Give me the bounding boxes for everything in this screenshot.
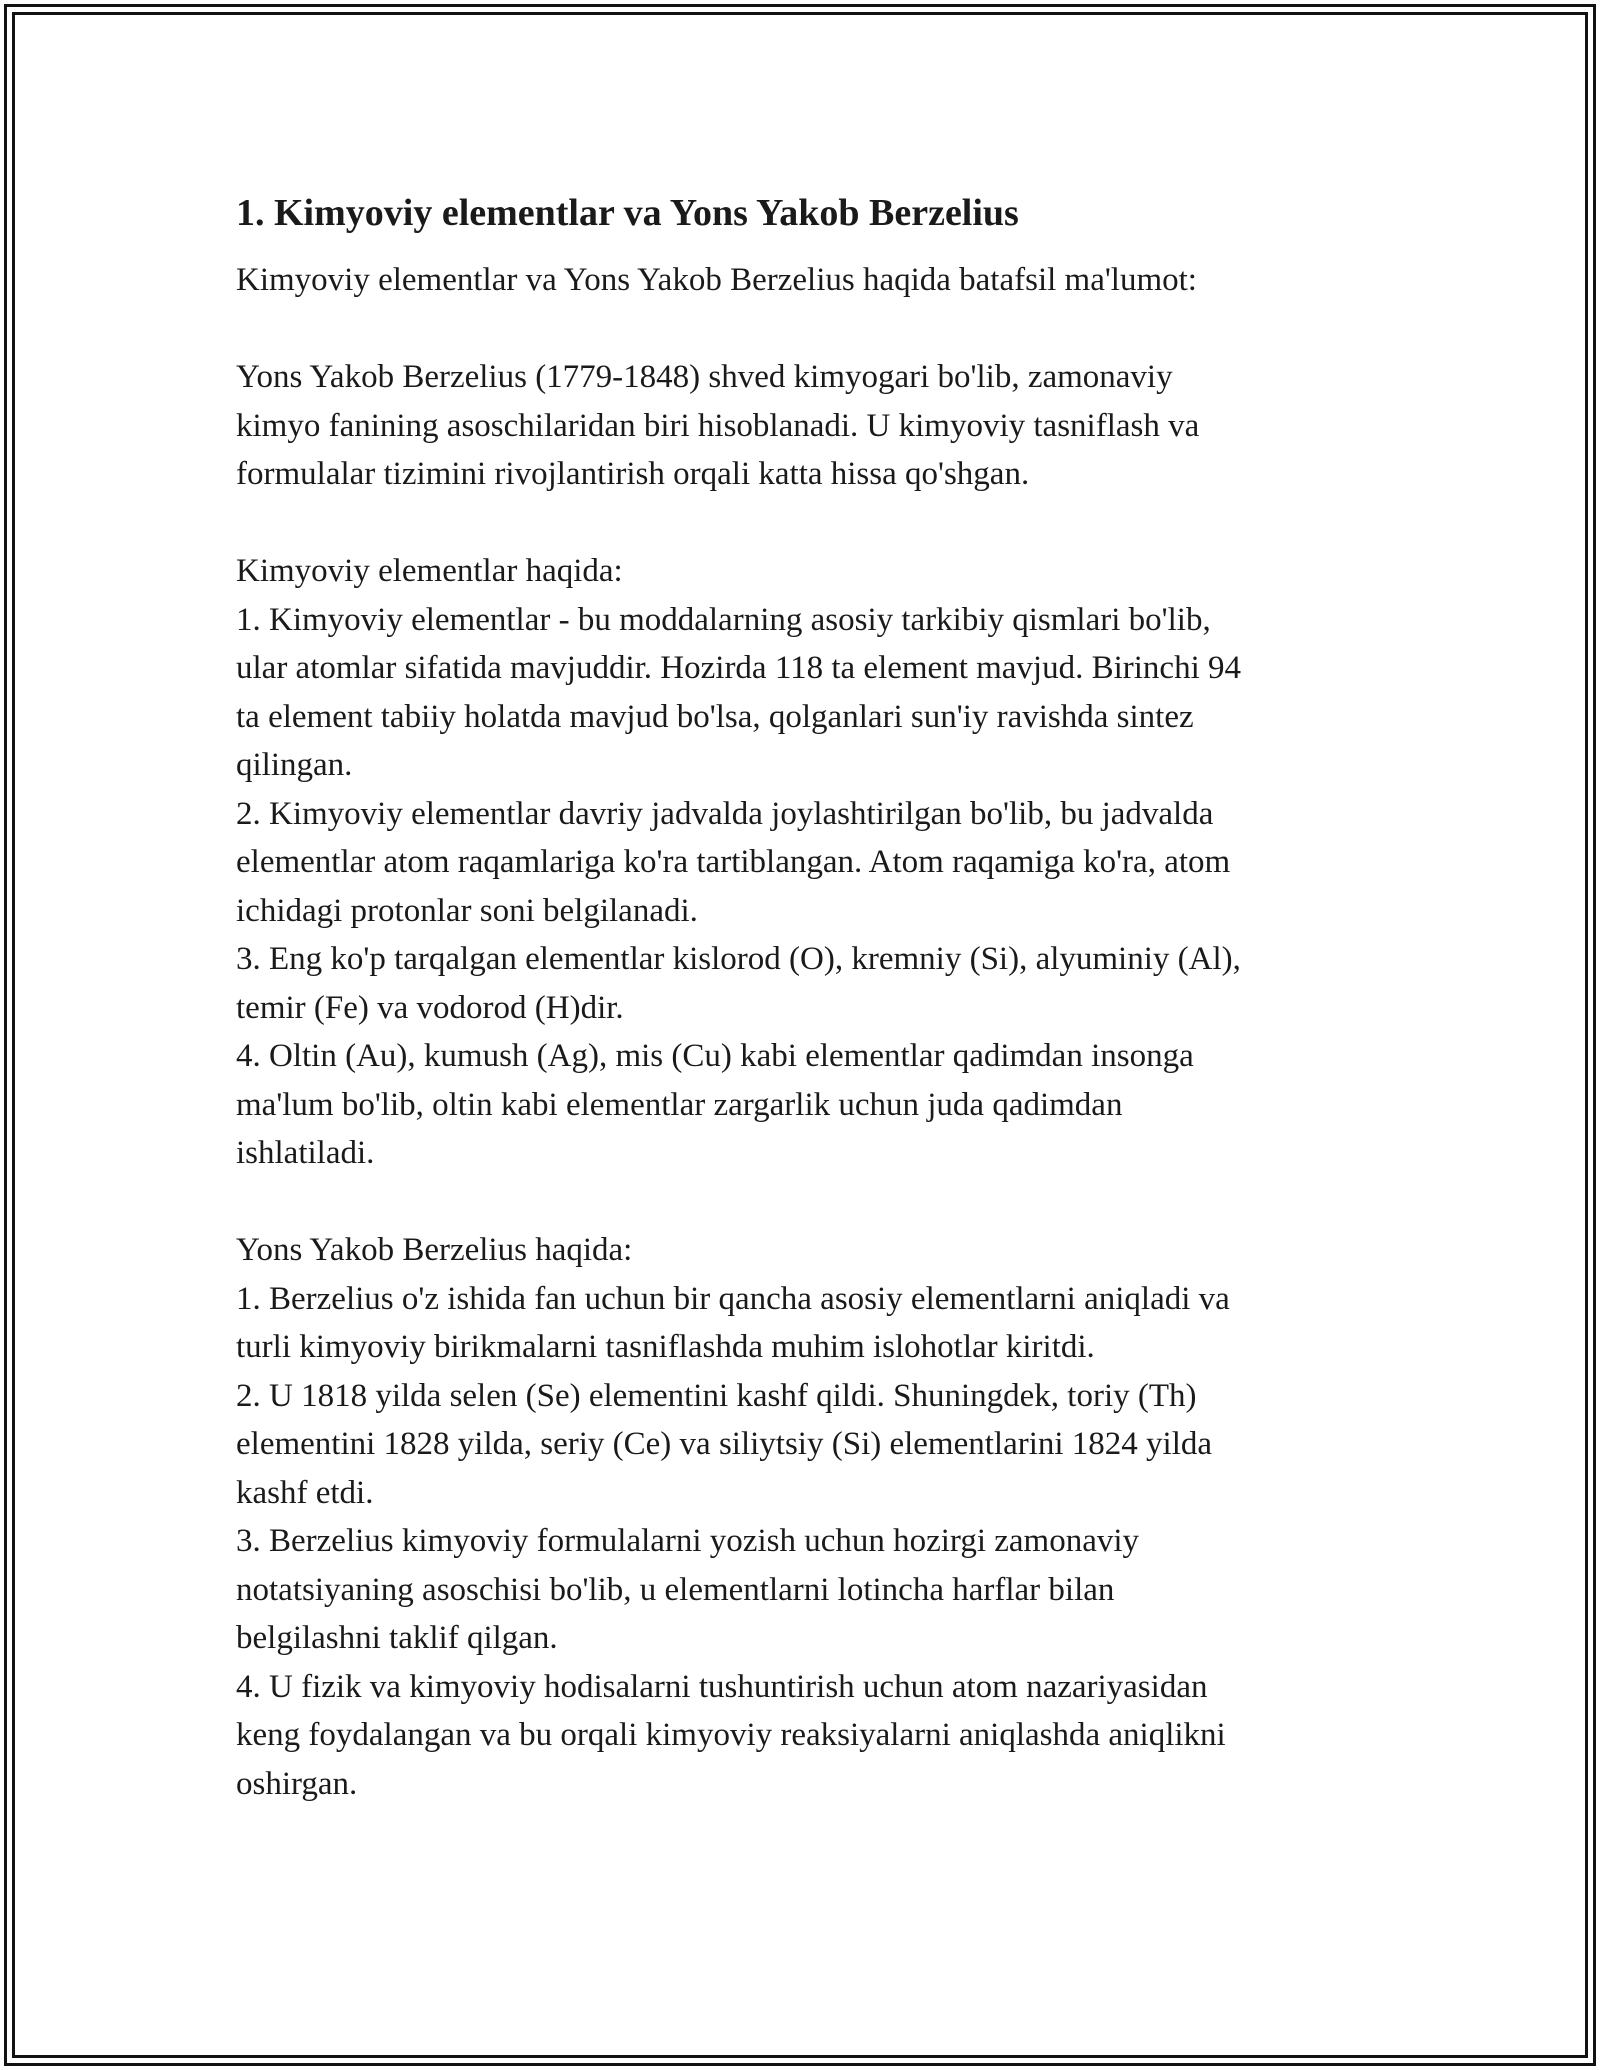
berzelius-line: elementini 1828 yilda, seriy (Ce) va siliytsiy (Si) elementlarini 1824 yilda [236,1426,1213,1462]
elements-line: 4. Oltin (Au), kumush (Ag), mis (Cu) kabi elementlar qadimdan insonga [236,1038,1194,1074]
elements-line: ishlatiladi. [236,1135,375,1171]
paragraph-gap [236,499,1376,548]
berzelius-line: 2. U 1818 yilda selen (Se) elementini kashf qildi. Shuningdek, toriy (Th) [236,1377,1197,1414]
berzelius-line: turli kimyoviy birikmalarni tasniflashda muhim islohotlar kiritdi. [236,1329,1095,1365]
bio-line: kimyo fanining asoschilaridan biri hisoblanadi. U kimyoviy tasniflash va [236,407,1200,444]
berzelius-heading: Yons Yakob Berzelius haqida: [236,1232,633,1268]
elements-line: elementlar atom raqamlariga ko'ra tartiblangan. Atom raqamiga ko'ra, atom [236,844,1231,880]
document-body [236,256,1376,1808]
bio-line: formulalar tizimini rivojlantirish orqali katta hissa qo'shgan. [236,456,1030,492]
elements-line: temir (Fe) va vodorod (H)dir. [236,989,624,1026]
intro-line: Kimyoviy elementlar va Yons Yakob Berzelius haqida batafsil ma'lumot: [236,262,1197,298]
elements-line: 2. Kimyoviy elementlar davriy jadvalda joylashtirilgan bo'lib, bu jadvalda [236,795,1214,832]
elements-line: 3. Eng ko'p tarqalgan elementlar kislorod (O), kremniy (Si), alyuminiy (Al), [236,941,1241,977]
berzelius-line: 4. U fizik va kimyoviy hodisalarni tushuntirish uchun atom nazariyasidan [236,1668,1208,1705]
berzelius-line: notatsiyaning asoschisi bo'lib, u elementlarni lotincha harflar bilan [236,1571,1115,1608]
elements-line: ma'lum bo'lib, oltin kabi elementlar zargarlik uchun juda qadimdan [236,1086,1123,1123]
berzelius-line: keng foydalangan va bu orqali kimyoviy reaksiyalarni aniqlashda aniqlikni [236,1717,1226,1753]
document-title: 1. Kimyoviy elementlar va Yons Yakob Berzelius [236,192,1019,234]
berzelius-line: kashf etdi. [236,1474,374,1511]
berzelius-line: 3. Berzelius kimyoviy formulalarni yozish uchun hozirgi zamonaviy [236,1523,1140,1559]
elements-line: ta element tabiiy holatda mavjud bo'lsa, qolganlari sun'iy ravishda sintez [236,698,1194,735]
berzelius-line: 1. Berzelius o'z ishida fan uchun bir qancha asosiy elementlarni aniqladi va [236,1280,1230,1317]
elements-line: ichidagi protonlar soni belgilanadi. [236,892,698,929]
elements-line: qilingan. [236,747,353,783]
berzelius-line: belgilashni taklif qilgan. [236,1620,558,1656]
bio-line: Yons Yakob Berzelius (1779-1848) shved kimyogari bo'lib, zamonaviy [236,359,1173,395]
document-content [236,186,1376,1808]
elements-line: ular atomlar sifatida mavjuddir. Hozirda 118 ta element mavjud. Birinchi 94 [236,650,1242,686]
berzelius-line: oshirgan. [236,1765,358,1802]
paragraph-gap [236,1178,1376,1227]
elements-heading: Kimyoviy elementlar haqida: [236,553,623,589]
paragraph-gap [236,305,1376,354]
elements-line: 1. Kimyoviy elementlar - bu moddalarning asosiy tarkibiy qismlari bo'lib, [236,601,1211,638]
